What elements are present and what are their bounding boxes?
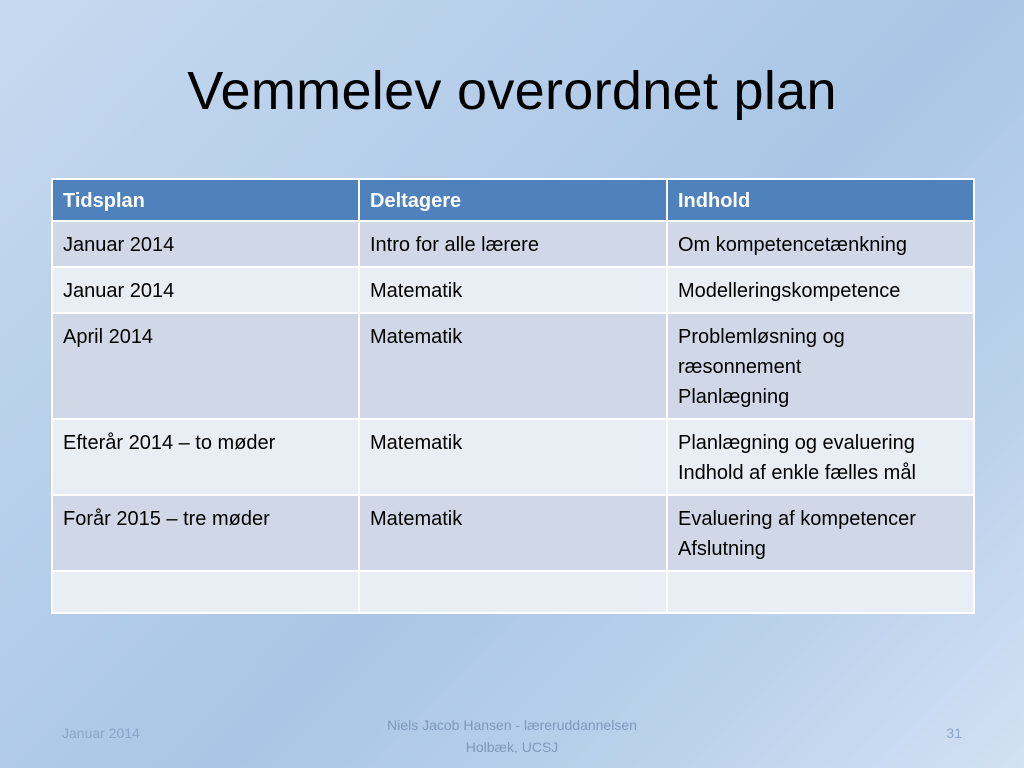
- table-row: [52, 221, 974, 267]
- table-row: [52, 419, 974, 495]
- cell-deltagere: [359, 571, 667, 613]
- footer-date: Januar 2014: [62, 725, 140, 741]
- plan-table: [51, 178, 975, 614]
- table-row: [52, 495, 974, 571]
- header-deltagere: Deltagere: [359, 179, 667, 221]
- cell-deltagere: Matematik: [359, 495, 667, 571]
- slide-title: Vemmelev overordnet plan: [187, 61, 837, 121]
- indhold-line: Modelleringskompetence: [678, 280, 901, 302]
- indhold-line: Om kompetencetænkning: [678, 234, 908, 256]
- table-header-row: [52, 179, 974, 221]
- indhold-line: Afslutning: [678, 538, 766, 560]
- cell-deltagere: Matematik: [359, 313, 667, 419]
- header-indhold: Indhold: [667, 179, 974, 221]
- footer-author: [362, 714, 662, 758]
- cell-indhold: [667, 313, 974, 419]
- cell-tidsplan: Januar 2014: [52, 267, 359, 313]
- cell-tidsplan: Efterår 2014 – to møder: [52, 419, 359, 495]
- indhold-line: Indhold af enkle fælles mål: [678, 462, 916, 484]
- slide-number: 31: [946, 725, 962, 741]
- cell-indhold: [667, 571, 974, 613]
- footer-author-line2: Holbæk, UCSJ: [465, 739, 559, 755]
- table-row: [52, 571, 974, 613]
- header-tidsplan: Tidsplan: [52, 179, 359, 221]
- cell-indhold: [667, 419, 974, 495]
- cell-tidsplan: Januar 2014: [52, 221, 359, 267]
- cell-indhold: [667, 495, 974, 571]
- cell-indhold: [667, 221, 974, 267]
- table-row: [52, 267, 974, 313]
- cell-tidsplan: April 2014: [52, 313, 359, 419]
- cell-deltagere: Matematik: [359, 419, 667, 495]
- cell-deltagere: Intro for alle lærere: [359, 221, 667, 267]
- indhold-line: Planlægning og evaluering: [678, 432, 915, 454]
- indhold-line: Evaluering af kompetencer: [678, 508, 916, 530]
- footer-author-line1: Niels Jacob Hansen - læreruddannelsen: [387, 717, 637, 733]
- indhold-line: Problemløsning og ræsonnement: [678, 326, 845, 378]
- indhold-line: Planlægning: [678, 386, 790, 408]
- cell-deltagere: Matematik: [359, 267, 667, 313]
- table-row: [52, 313, 974, 419]
- cell-tidsplan: Forår 2015 – tre møder: [52, 495, 359, 571]
- cell-tidsplan: [52, 571, 359, 613]
- cell-indhold: [667, 267, 974, 313]
